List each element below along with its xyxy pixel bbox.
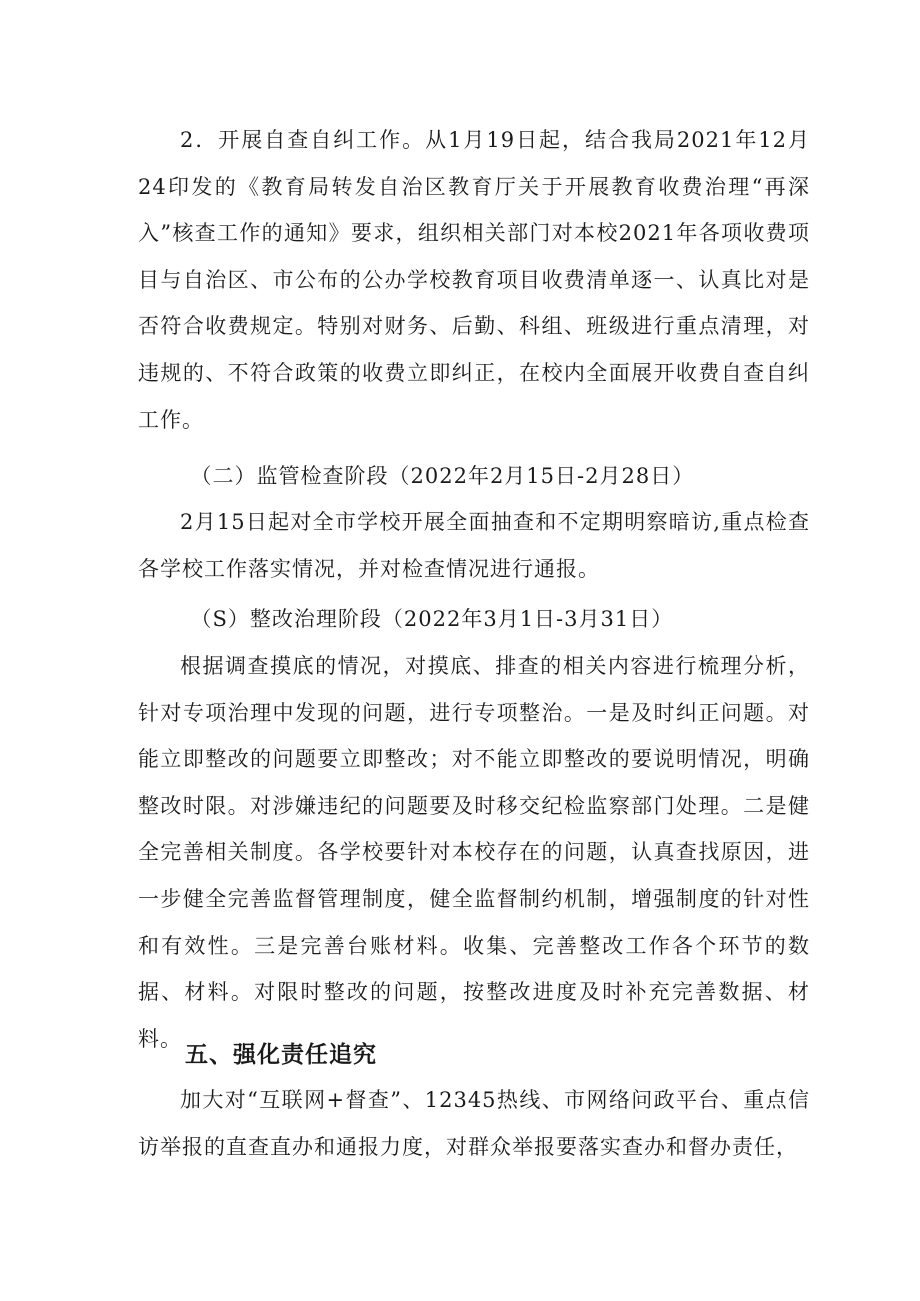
paragraph-accountability: 加大对“互联网+督查”、12345热线、市网络问政平台、重点信访举报的直查直办和通报力度，对群众举报要落实查办和督办责任， (138, 1088, 810, 1159)
paragraph-self-inspection: 2．开展自查自纠工作。从1月19日起，结合我局2021年12月24印发的《教育局转发自治区教育厅关于开展教育收费治理“再深入”核查工作的通知》要求，组织相关部门对本校2021年各项收费项目与自治区、市公布的公办学校教育项目收费清单逐一、认真比对是否符合收费规定。特别对财务、后勤、科组、班级进行重点清理，对违规的、不符合政策的收费立即纠正，在校内全面展开收费自查自纠工作。 (138, 128, 810, 432)
subheading-rectification-stage: （S）整改治理阶段（2022年3月1日-3月31日） (190, 607, 674, 631)
paragraph-spot-checks: 2月15日起对全市学校开展全面抽查和不定期明察暗访,重点检查各学校工作落实情况，并对检查情况进行通报。 (138, 510, 810, 581)
paragraph-rectification: 根据调查摸底的情况，对摸底、排查的相关内容进行梳理分析，针对专项治理中发现的问题，进行专项整治。一是及时纠正问题。对能立即整改的问题要立即整改；对不能立即整改的要说明情况，明确整改时限。对涉嫌违纪的问题要及时移交纪检监察部门处理。二是健全完善相关制度。各学校要针对本校存在的问题，认真查找原因，进一步健全完善监督管理制度，健全监督制约机制，增强制度的针对性和有效性。三是完善台账材料。收集、完善整改工作各个环节的数据、材料。对限时整改的问题，按整改进度及时补充完善数据、材料。 (138, 654, 810, 1051)
subheading-supervision-stage: （二）监管检查阶段（2022年2月15日-2月28日） (190, 464, 695, 488)
section-heading-accountability: 五、强化责任追究 (185, 1042, 377, 1068)
